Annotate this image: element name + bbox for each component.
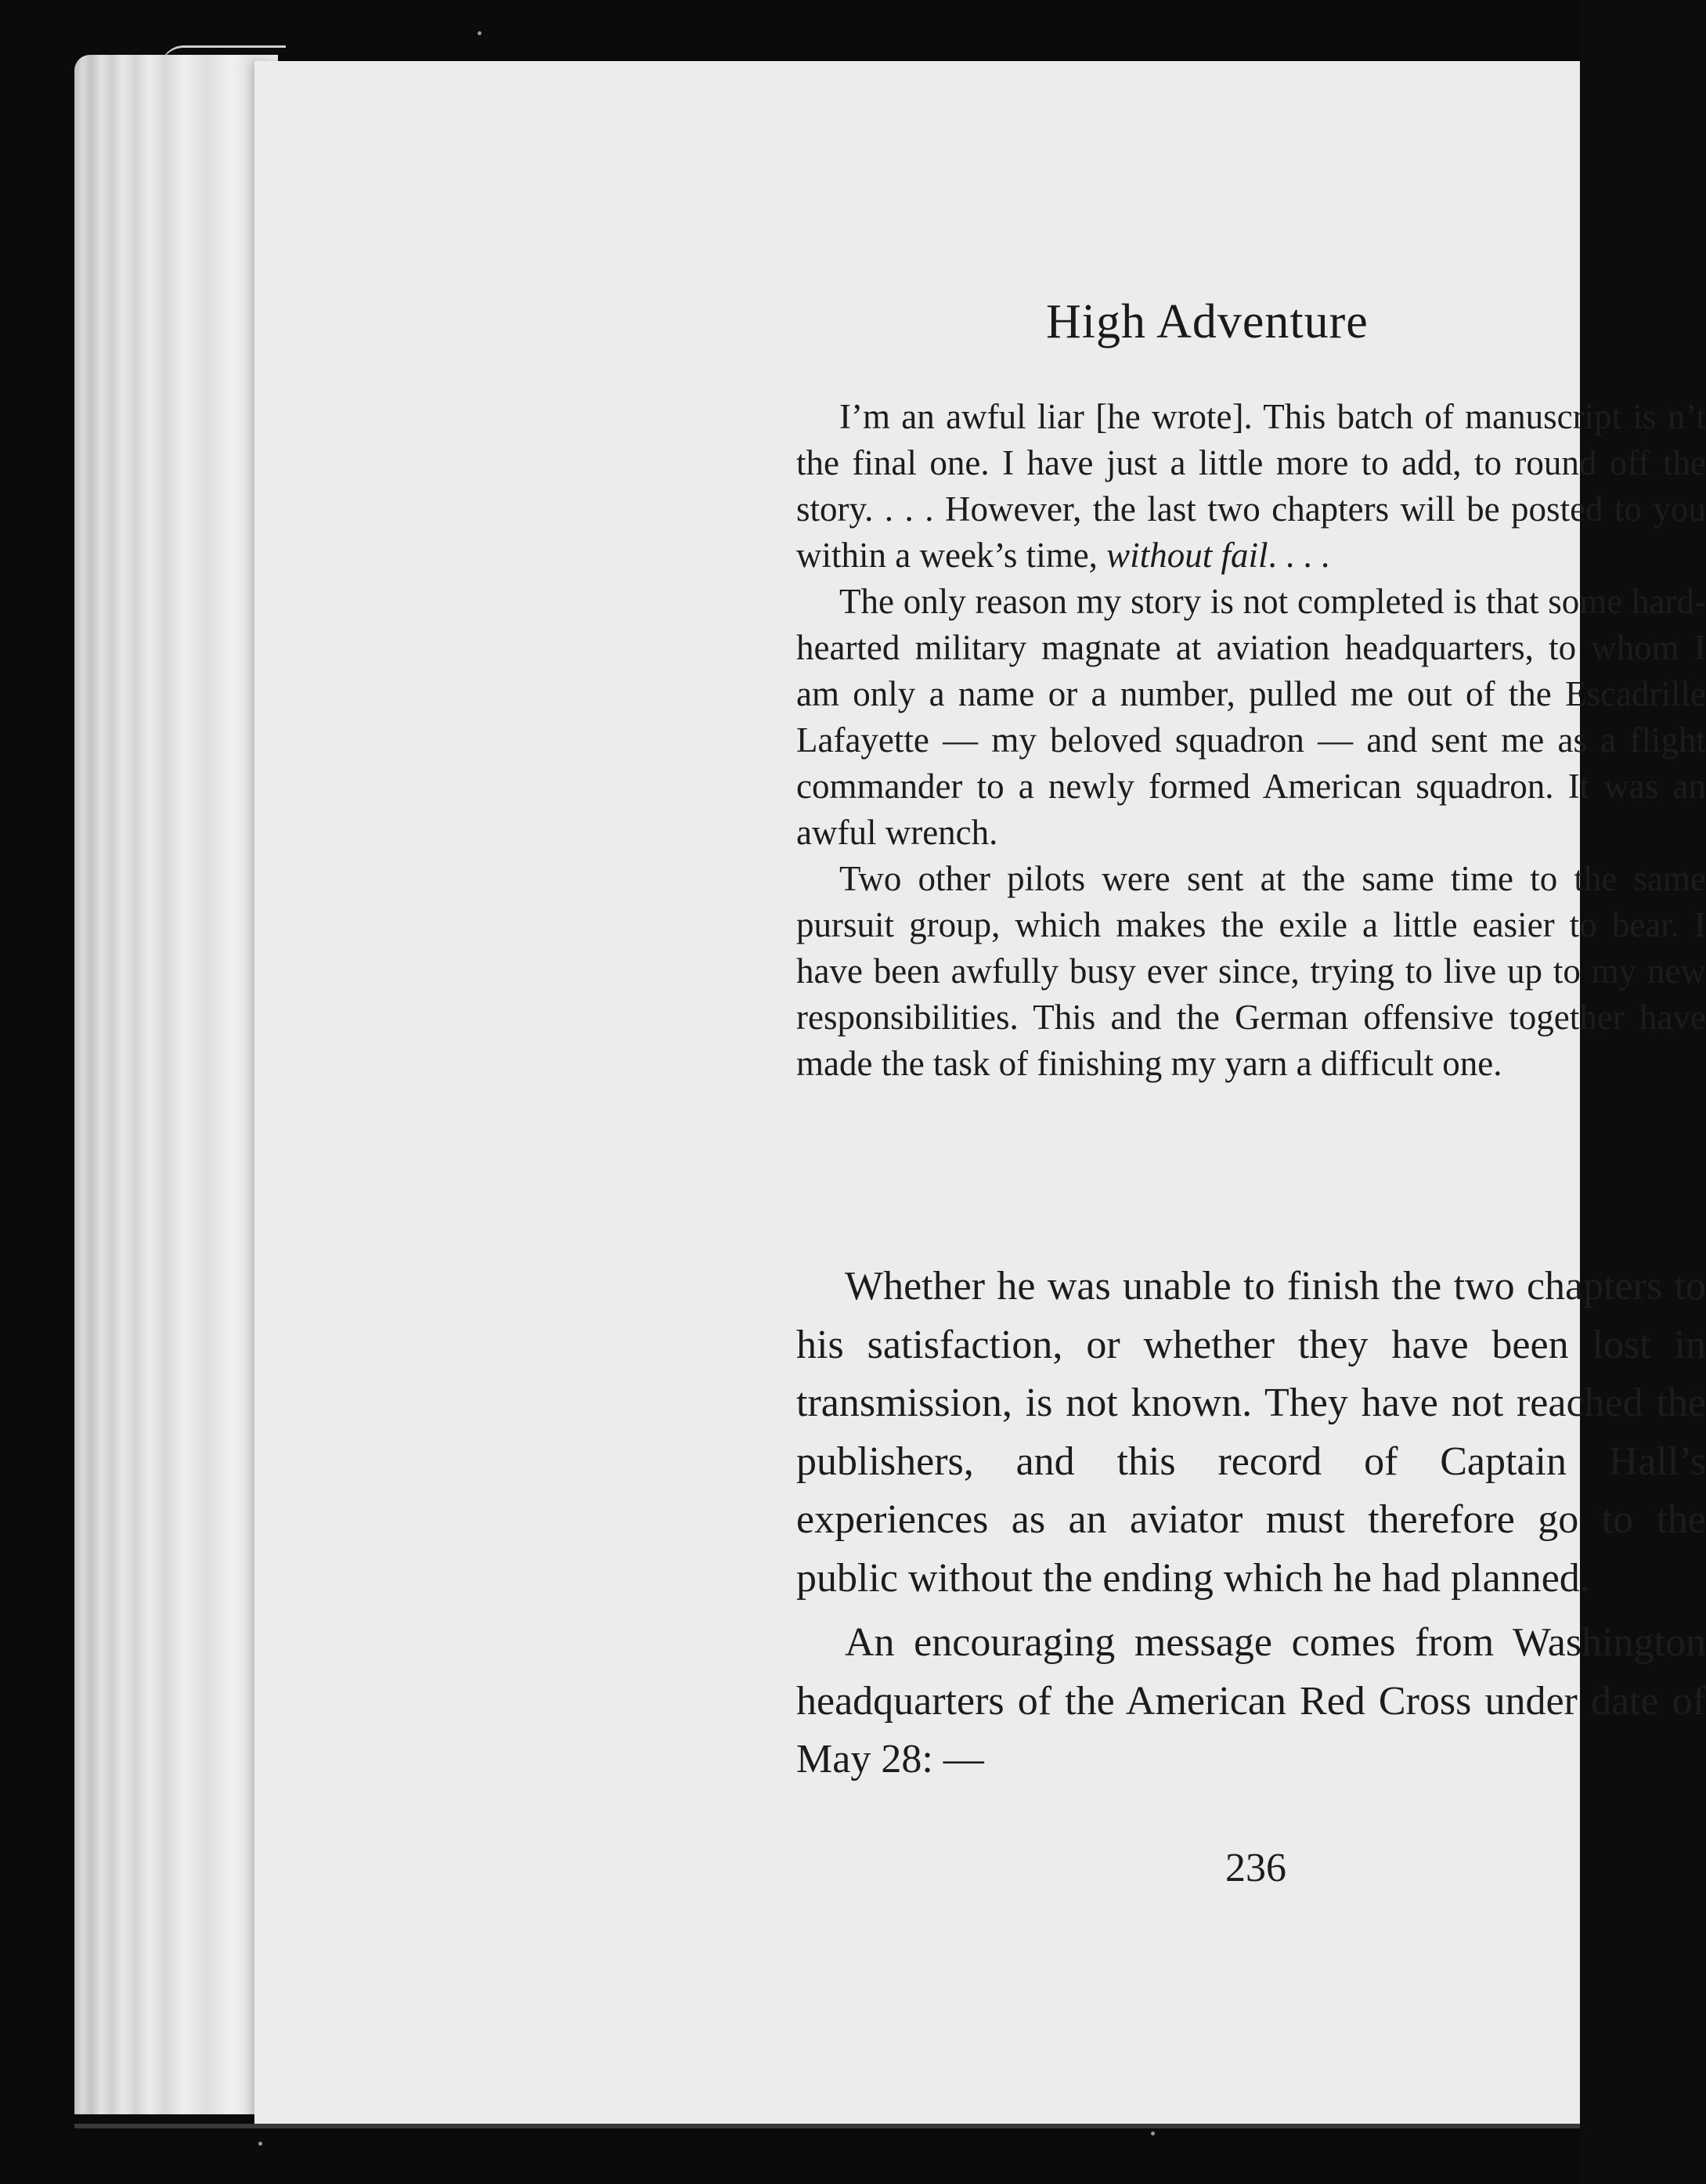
letter-paragraph-1: I’m an awful liar [he wrote]. This batch of manuscript is n’t the final one. I have just a little more to add, to round off the story. . . . However, the last two chapters will be posted to you within a week’s time, without fail. . . . bbox=[796, 397, 1706, 575]
book-page bbox=[254, 61, 1706, 2124]
letter-paragraph-2: The only reason my story is not completed is that some hard-hearted military magnate at aviation headquarters, to whom I am only a name or a number, pulled me out of the Escadrille Lafayette — my beloved squadron — and sent me as a flight commander to a newly formed American squadron. It was an awful wrench. bbox=[796, 582, 1706, 852]
narrative-text bbox=[796, 1258, 1706, 1789]
running-head: High Adventure bbox=[1046, 295, 1369, 348]
letter-paragraph-3: Two other pilots were sent at the same time to the same pursuit group, which makes the exile a little easier to bear. I have been awfully busy ever since, trying to live up to my new responsibilities. This and the German offensive together have made the task of finishing my yarn a difficult one. bbox=[796, 859, 1706, 1083]
page-bottom-edge bbox=[74, 2124, 1580, 2128]
page-edges bbox=[74, 55, 278, 2114]
page-number: 236 bbox=[1225, 1846, 1286, 1890]
dust-speck bbox=[258, 2142, 262, 2146]
quoted-letter bbox=[796, 394, 1706, 1087]
narrative-paragraph-2: An encouraging message comes from Washington headquarters of the American Red Cross under date of May 28: — bbox=[796, 1620, 1706, 1781]
emphasis: without fail bbox=[1106, 536, 1268, 575]
dust-speck bbox=[1151, 2132, 1155, 2135]
narrative-paragraph-1: Whether he was unable to finish the two chapters to his satisfaction, or whether they have been lost in transmission, is not known. They have not reached the publishers, and this record of Captain Hall’s experiences as an aviator must therefore go to the public without the ending which he had planned. bbox=[796, 1264, 1706, 1601]
dust-speck bbox=[478, 31, 482, 35]
